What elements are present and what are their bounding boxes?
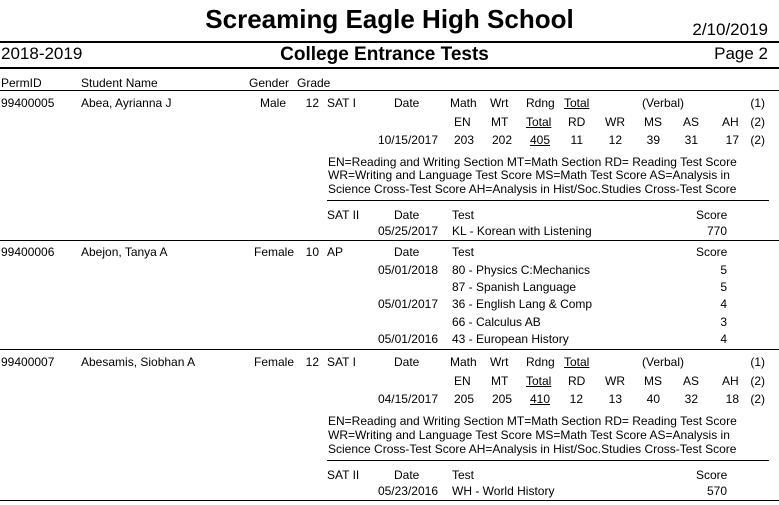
col-grade: Grade (297, 76, 331, 90)
label-two-row: (2) (750, 133, 765, 147)
sat1-wr: 13 (608, 392, 622, 406)
label-verbal: (Verbal) (642, 96, 685, 110)
sat1-date: 04/15/2017 (377, 392, 438, 406)
student-grade: 10 (305, 245, 319, 259)
label-two: (2) (750, 374, 765, 388)
label-ah: AH (722, 374, 739, 388)
legend-line-3: Science Cross-Test Score AH=Analysis in Hist/Soc.Studies Cross-Test Score (328, 182, 737, 196)
col-permid: PermID (1, 76, 42, 90)
ap-test: 87 - Spanish Language (452, 280, 577, 294)
label-rd: RD (568, 115, 586, 129)
ap-date: 05/01/2018 (377, 263, 438, 277)
ap-score: 3 (720, 315, 727, 329)
label-ah: AH (722, 115, 739, 129)
sat1-ms: 39 (646, 133, 660, 147)
ap-test: 36 - English Lang & Comp (452, 297, 593, 311)
label-mt: MT (491, 374, 509, 388)
label-score: Score (696, 245, 728, 259)
col-student-name: Student Name (81, 76, 158, 90)
sat1-rd: 11 (570, 133, 583, 147)
label-test: Test (452, 468, 475, 482)
label-math: Math (450, 96, 477, 110)
section-divider (327, 460, 769, 461)
label-as: AS (683, 374, 700, 388)
student-name: Abea, Ayrianna J (81, 96, 172, 110)
header-rule (0, 41, 779, 43)
test-type-sat2: SAT II (327, 468, 360, 482)
sat1-total: 405 (529, 133, 550, 147)
student-name: Abesamis, Siobhan A (81, 355, 196, 369)
sat1-date: 10/15/2017 (377, 133, 438, 147)
sat1-wr: 12 (608, 133, 622, 147)
student-grade: 12 (305, 355, 319, 369)
report-title: College Entrance Tests (280, 44, 489, 65)
label-ms: MS (644, 374, 662, 388)
section-divider (327, 200, 769, 201)
test-type-sat2: SAT II (327, 208, 360, 222)
label-total: Total (564, 355, 590, 369)
label-verbal: (Verbal) (642, 355, 685, 369)
legend-line-1: EN=Reading and Writing Section MT=Math Section RD= Reading Test Score (328, 414, 737, 428)
report-date: 2/10/2019 (692, 20, 768, 39)
sat1-en: 205 (453, 392, 474, 406)
label-wr: WR (605, 374, 625, 388)
ap-score: 4 (720, 332, 727, 346)
label-en: EN (454, 115, 471, 129)
label-math: Math (450, 355, 477, 369)
sat2-test: KL - Korean with Listening (452, 224, 592, 238)
page-number: Page 2 (714, 44, 768, 63)
label-two-row: (2) (750, 392, 765, 406)
label-date: Date (394, 355, 420, 369)
label-test: Test (452, 245, 475, 259)
student-divider (0, 500, 779, 501)
student-gender: Female (253, 245, 294, 259)
school-name: Screaming Eagle High School (205, 4, 574, 34)
student-gender: Female (253, 355, 294, 369)
label-rdng: Rdng (526, 355, 555, 369)
label-date: Date (394, 208, 420, 222)
label-mt: MT (491, 115, 509, 129)
ap-date: 05/01/2017 (377, 297, 438, 311)
sat1-as: 32 (684, 392, 698, 406)
legend-line-1: EN=Reading and Writing Section MT=Math Section RD= Reading Test Score (328, 155, 737, 169)
sat1-ah: 18 (725, 392, 739, 406)
student-grade: 12 (305, 96, 319, 110)
label-one: (1) (750, 96, 765, 110)
test-type-sat1: SAT I (327, 355, 356, 369)
sat2-score: 570 (706, 484, 727, 498)
student-permid: 99400005 (1, 96, 55, 110)
sat2-test: WH - World History (452, 484, 555, 498)
column-header-rule (0, 90, 779, 91)
school-year: 2018-2019 (1, 44, 83, 63)
label-test: Test (452, 208, 475, 222)
ap-test: 43 - European History (452, 332, 569, 346)
sat2-date: 05/23/2016 (377, 484, 438, 498)
label-wrt: Wrt (490, 96, 509, 110)
label-as: AS (683, 115, 700, 129)
label-wr: WR (605, 115, 625, 129)
label-total-2: Total (526, 115, 552, 129)
student-name: Abejon, Tanya A (81, 245, 168, 259)
label-score: Score (696, 208, 728, 222)
sat1-mt: 202 (491, 133, 512, 147)
sat1-total: 410 (529, 392, 550, 406)
label-total-2: Total (526, 374, 552, 388)
label-one: (1) (750, 355, 765, 369)
ap-date: 05/01/2016 (377, 332, 438, 346)
label-two: (2) (750, 115, 765, 129)
label-date: Date (394, 96, 420, 110)
title-rule (0, 67, 779, 69)
sat1-rd: 12 (569, 392, 583, 406)
student-permid: 99400007 (1, 355, 55, 369)
col-gender: Gender (249, 76, 290, 90)
student-divider (0, 349, 779, 350)
legend-line-2: WR=Writing and Language Test Score MS=Math Test Score AS=Analysis in (328, 428, 730, 442)
ap-score: 4 (720, 297, 727, 311)
label-wrt: Wrt (490, 355, 509, 369)
label-en: EN (454, 374, 471, 388)
label-total: Total (564, 96, 590, 110)
student-divider (0, 240, 779, 241)
student-permid: 99400006 (1, 245, 55, 259)
sat1-mt: 205 (491, 392, 512, 406)
student-gender: Male (259, 96, 286, 110)
sat1-as: 31 (684, 133, 698, 147)
label-ms: MS (644, 115, 662, 129)
test-type-ap: AP (327, 245, 344, 259)
sat1-en: 203 (453, 133, 474, 147)
ap-score: 5 (720, 280, 727, 294)
ap-score: 5 (720, 263, 727, 277)
legend-line-3: Science Cross-Test Score AH=Analysis in Hist/Soc.Studies Cross-Test Score (328, 442, 737, 456)
label-rd: RD (568, 374, 586, 388)
ap-test: 80 - Physics C:Mechanics (452, 263, 591, 277)
label-date: Date (394, 245, 420, 259)
label-date: Date (394, 468, 420, 482)
sat1-ms: 40 (646, 392, 660, 406)
label-rdng: Rdng (526, 96, 555, 110)
sat2-score: 770 (706, 224, 727, 238)
legend-line-2: WR=Writing and Language Test Score MS=Math Test Score AS=Analysis in (328, 168, 730, 182)
label-score: Score (696, 468, 728, 482)
sat1-ah: 17 (725, 133, 739, 147)
ap-test: 66 - Calculus AB (452, 315, 541, 329)
test-type-sat1: SAT I (327, 96, 356, 110)
sat2-date: 05/25/2017 (377, 224, 438, 238)
